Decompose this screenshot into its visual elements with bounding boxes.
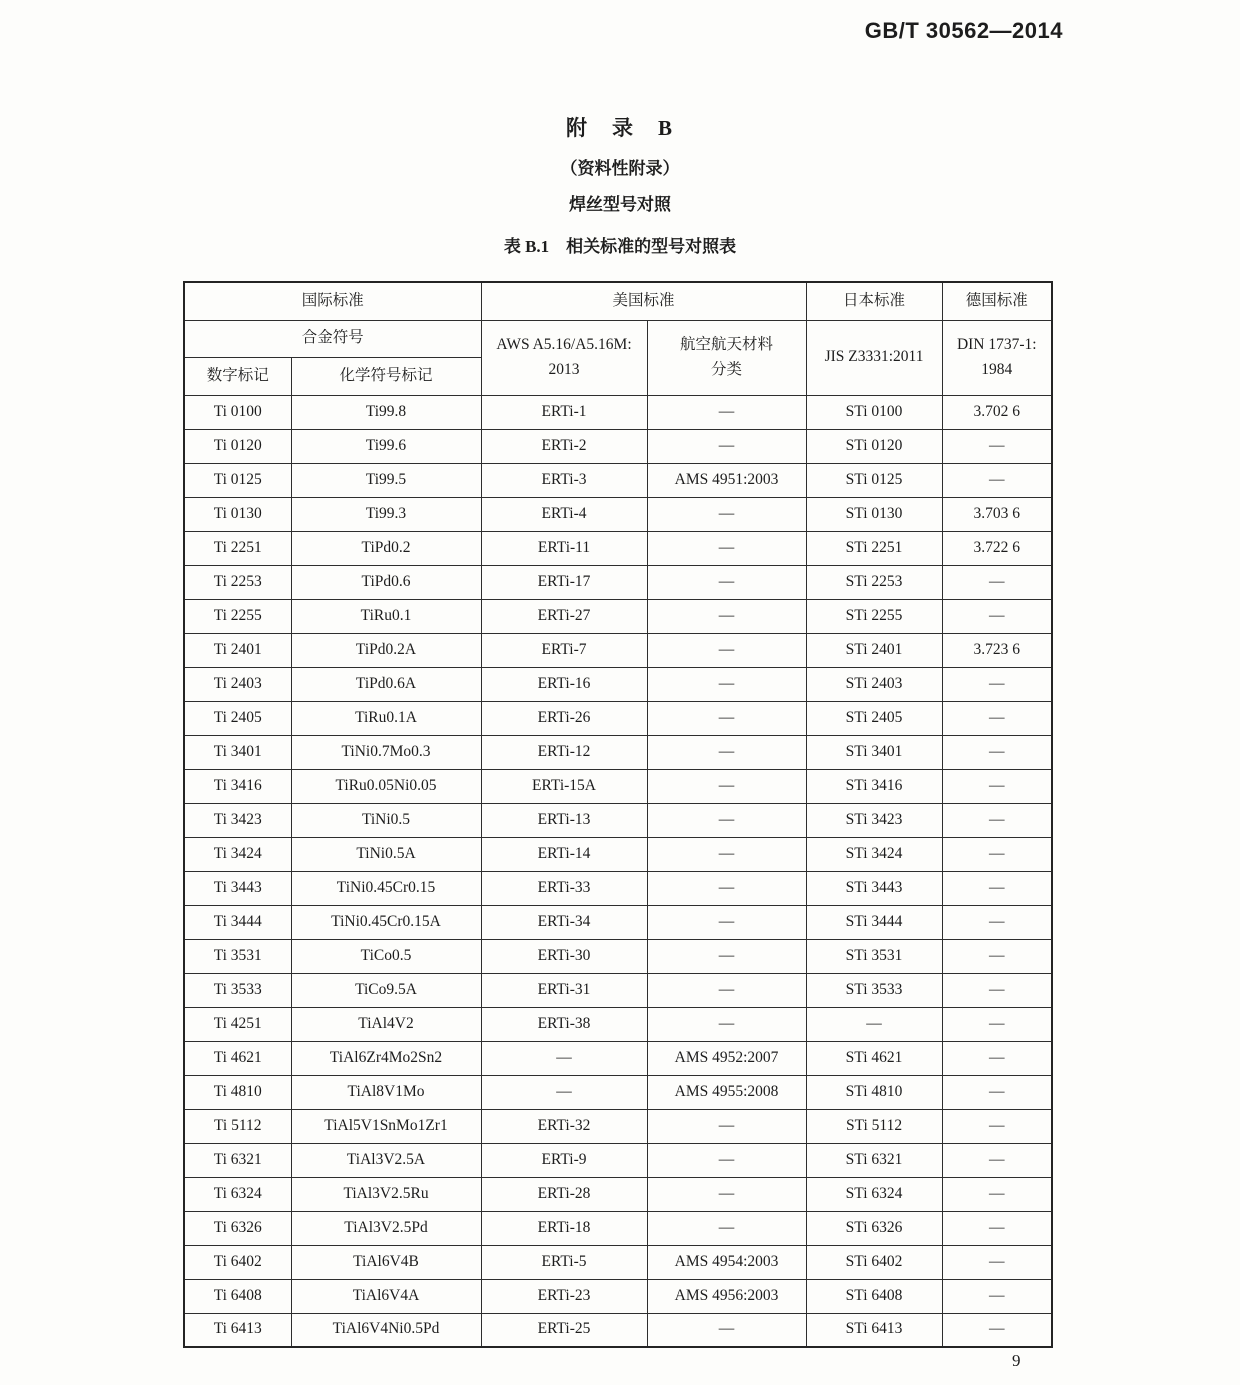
header-din-spec [942,320,1052,395]
table-cell: — [942,1211,1052,1245]
table-cell: — [647,837,806,871]
table-header [184,282,1052,395]
table-cell: Ti 4621 [184,1041,291,1075]
table-row [184,973,1052,1007]
table-cell: — [942,1279,1052,1313]
appendix-title: 附 录 B [565,116,674,140]
table-cell: — [942,1177,1052,1211]
table-row [184,599,1052,633]
table-cell: STi 6324 [806,1177,942,1211]
table-cell: Ti 6324 [184,1177,291,1211]
header-aws-spec [481,320,647,395]
table-cell: — [942,905,1052,939]
table-cell: TiAl6V4A [291,1279,481,1313]
table-cell: — [647,1143,806,1177]
table-cell: AMS 4954:2003 [647,1245,806,1279]
header-aerospace-classification [647,320,806,395]
table-row [184,1143,1052,1177]
table-cell: — [942,599,1052,633]
table-cell: ERTi-11 [481,531,647,565]
table-cell: 3.702 6 [942,395,1052,429]
table-row [184,497,1052,531]
table-row [184,735,1052,769]
table-cell: Ti99.3 [291,497,481,531]
table-cell: ERTi-1 [481,395,647,429]
table-cell: Ti 3443 [184,871,291,905]
table-cell: ERTi-17 [481,565,647,599]
page-number: 9 [1012,1351,1021,1370]
appendix-title-block [0,112,1240,215]
table-cell: — [942,1245,1052,1279]
table-cell: STi 0130 [806,497,942,531]
table-cell: STi 3424 [806,837,942,871]
table-cell: — [647,701,806,735]
table-cell: Ti 6408 [184,1279,291,1313]
table-cell: STi 2401 [806,633,942,667]
table-cell: STi 2253 [806,565,942,599]
table-cell: — [942,1007,1052,1041]
table-cell: STi 3444 [806,905,942,939]
table-cell: ERTi-34 [481,905,647,939]
table-cell: — [942,1313,1052,1347]
table-row [184,395,1052,429]
table-cell: TiPd0.6A [291,667,481,701]
table-cell: TiNi0.5A [291,837,481,871]
table-cell: TiNi0.7Mo0.3 [291,735,481,769]
header-international-standard: 国际标准 [184,282,481,320]
header-aws-spec-line2: 2013 [548,360,580,378]
header-german-standard: 德国标准 [942,282,1052,320]
table-row [184,1211,1052,1245]
table-cell: Ti99.8 [291,395,481,429]
table-cell: — [647,1211,806,1245]
table-row [184,939,1052,973]
table-cell: ERTi-38 [481,1007,647,1041]
table-cell: ERTi-27 [481,599,647,633]
header-chemical-designation: 化学符号标记 [291,357,481,395]
table-cell: ERTi-13 [481,803,647,837]
table-cell: — [647,905,806,939]
table-cell: — [647,769,806,803]
table-cell: Ti99.6 [291,429,481,463]
table-row [184,1041,1052,1075]
table-cell: ERTi-30 [481,939,647,973]
table-cell: STi 2251 [806,531,942,565]
table-cell: TiAl3V2.5Pd [291,1211,481,1245]
table-cell: ERTi-16 [481,667,647,701]
header-aerospace-line2: 分类 [711,360,743,378]
table-cell: — [942,871,1052,905]
table-cell: STi 6321 [806,1143,942,1177]
table-cell: — [647,633,806,667]
table-cell: — [647,939,806,973]
table-cell: AMS 4952:2007 [647,1041,806,1075]
table-row [184,1075,1052,1109]
table-cell: — [647,735,806,769]
table-cell: Ti 2251 [184,531,291,565]
table-cell: — [942,803,1052,837]
table-body [184,395,1052,1347]
table-cell: — [647,667,806,701]
table-row [184,1245,1052,1279]
table-cell: Ti 0130 [184,497,291,531]
header-numeric-designation: 数字标记 [184,357,291,395]
table-cell: ERTi-32 [481,1109,647,1143]
table-cell: — [942,973,1052,1007]
table-cell: ERTi-12 [481,735,647,769]
table-cell: Ti 3444 [184,905,291,939]
appendix-topic: 焊丝型号对照 [569,195,671,214]
table-cell: ERTi-28 [481,1177,647,1211]
table-row [184,429,1052,463]
table-cell: — [942,701,1052,735]
table-cell: TiAl4V2 [291,1007,481,1041]
table-cell: STi 0100 [806,395,942,429]
table-cell: — [942,565,1052,599]
table-cell: — [942,837,1052,871]
table-cell: — [942,1041,1052,1075]
table-cell: — [942,429,1052,463]
table-cell: ERTi-15A [481,769,647,803]
table-cell: — [647,1313,806,1347]
table-cell: Ti 0125 [184,463,291,497]
table-cell: TiRu0.1 [291,599,481,633]
appendix-subtitle: （资料性附录） [560,159,680,178]
table-cell: TiAl3V2.5Ru [291,1177,481,1211]
table-cell: ERTi-31 [481,973,647,1007]
table-row [184,769,1052,803]
table-cell: Ti 6326 [184,1211,291,1245]
table-cell: TiRu0.1A [291,701,481,735]
table-cell: STi 5112 [806,1109,942,1143]
table-cell: Ti 0100 [184,395,291,429]
table-cell: Ti 4810 [184,1075,291,1109]
table-row [184,803,1052,837]
header-jis-spec: JIS Z3331:2011 [806,320,942,395]
table-cell: STi 6408 [806,1279,942,1313]
table-cell: 3.723 6 [942,633,1052,667]
table-cell: — [647,1177,806,1211]
table-cell: ERTi-18 [481,1211,647,1245]
table-cell: TiNi0.45Cr0.15 [291,871,481,905]
table-row [184,905,1052,939]
table-cell: — [942,1143,1052,1177]
table-cell: — [647,1109,806,1143]
table-cell: — [942,735,1052,769]
table-cell: Ti 0120 [184,429,291,463]
table-cell: TiCo9.5A [291,973,481,1007]
table-cell: TiAl8V1Mo [291,1075,481,1109]
table-cell: Ti 3531 [184,939,291,973]
table-cell: — [647,497,806,531]
table-row [184,463,1052,497]
table-cell: STi 6413 [806,1313,942,1347]
table-cell: Ti 5112 [184,1109,291,1143]
table-cell: STi 3443 [806,871,942,905]
table-cell: — [647,565,806,599]
table-cell: TiRu0.05Ni0.05 [291,769,481,803]
table-cell: ERTi-5 [481,1245,647,1279]
table-cell: Ti 2403 [184,667,291,701]
table-cell: Ti 3424 [184,837,291,871]
table-cell: Ti 6402 [184,1245,291,1279]
table-row [184,1109,1052,1143]
table-cell: ERTi-3 [481,463,647,497]
table-row [184,565,1052,599]
table-cell: TiPd0.2 [291,531,481,565]
table-cell: 3.722 6 [942,531,1052,565]
header-american-standard: 美国标准 [481,282,806,320]
table-cell: Ti 2401 [184,633,291,667]
header-aerospace-line1: 航空航天材料 [680,336,774,354]
table-cell: — [942,939,1052,973]
table-cell: ERTi-33 [481,871,647,905]
header-din-spec-line1: DIN 1737-1: [956,336,1037,354]
table-cell: ERTi-26 [481,701,647,735]
table-cell: STi 3423 [806,803,942,837]
table-row [184,1177,1052,1211]
table-cell: — [647,599,806,633]
table-cell: — [942,1109,1052,1143]
table-cell: TiNi0.5 [291,803,481,837]
table-cell: ERTi-4 [481,497,647,531]
table-cell: ERTi-25 [481,1313,647,1347]
table-row [184,633,1052,667]
table-cell: — [806,1007,942,1041]
table-cell: — [481,1041,647,1075]
table-cell: STi 2403 [806,667,942,701]
table-row [184,871,1052,905]
table-cell: Ti 2405 [184,701,291,735]
table-cell: Ti 6413 [184,1313,291,1347]
table-cell: STi 2405 [806,701,942,735]
table-row [184,1313,1052,1347]
table-cell: TiAl6V4B [291,1245,481,1279]
table-cell: Ti 2255 [184,599,291,633]
table-cell: STi 6402 [806,1245,942,1279]
table-cell: Ti 3401 [184,735,291,769]
table-cell: TiPd0.2A [291,633,481,667]
table-cell: TiNi0.45Cr0.15A [291,905,481,939]
table-cell: — [942,463,1052,497]
table-cell: — [647,395,806,429]
table-cell: STi 4621 [806,1041,942,1075]
table-cell: STi 3533 [806,973,942,1007]
table-cell: AMS 4956:2003 [647,1279,806,1313]
table-cell: STi 0125 [806,463,942,497]
table-cell: — [481,1075,647,1109]
table-cell: STi 2255 [806,599,942,633]
table-cell: ERTi-23 [481,1279,647,1313]
table-cell: TiAl6V4Ni0.5Pd [291,1313,481,1347]
table-cell: STi 3531 [806,939,942,973]
header-din-spec-line2: 1984 [981,360,1013,378]
table-row [184,1279,1052,1313]
table-row [184,667,1052,701]
table-cell: — [647,803,806,837]
table-cell: STi 4810 [806,1075,942,1109]
table-cell: Ti 6321 [184,1143,291,1177]
table-cell: STi 3401 [806,735,942,769]
table-row [184,1007,1052,1041]
table-cell: STi 6326 [806,1211,942,1245]
table-row [184,531,1052,565]
standard-number-header: GB/T 30562—2014 [864,18,1063,43]
table-cell: ERTi-2 [481,429,647,463]
table-cell: — [647,1007,806,1041]
table-cell: Ti 2253 [184,565,291,599]
table-cell: STi 0120 [806,429,942,463]
table-cell: TiPd0.6 [291,565,481,599]
table-cell: — [647,973,806,1007]
table-cell: AMS 4951:2003 [647,463,806,497]
header-japanese-standard: 日本标准 [806,282,942,320]
table-row [184,837,1052,871]
table-cell: Ti99.5 [291,463,481,497]
table-cell: ERTi-14 [481,837,647,871]
table-cell: — [647,871,806,905]
table-caption: 表 B.1 相关标准的型号对照表 [503,237,737,256]
table-cell: TiAl5V1SnMo1Zr1 [291,1109,481,1143]
comparison-table [183,281,1053,1348]
table-cell: — [647,531,806,565]
table-cell: — [942,769,1052,803]
table-cell: TiAl6Zr4Mo2Sn2 [291,1041,481,1075]
table-cell: TiAl3V2.5A [291,1143,481,1177]
header-aws-spec-line1: AWS A5.16/A5.16M: [496,336,632,354]
table-cell: — [647,429,806,463]
header-alloy-symbol: 合金符号 [184,320,481,357]
table-cell: Ti 3416 [184,769,291,803]
table-cell: 3.703 6 [942,497,1052,531]
table-cell: STi 3416 [806,769,942,803]
table-cell: AMS 4955:2008 [647,1075,806,1109]
table-cell: Ti 3423 [184,803,291,837]
table-cell: TiCo0.5 [291,939,481,973]
table-cell: ERTi-7 [481,633,647,667]
table-row [184,701,1052,735]
table-cell: ERTi-9 [481,1143,647,1177]
table-cell: — [942,1075,1052,1109]
table-cell: — [942,667,1052,701]
table-cell: Ti 3533 [184,973,291,1007]
table-cell: Ti 4251 [184,1007,291,1041]
